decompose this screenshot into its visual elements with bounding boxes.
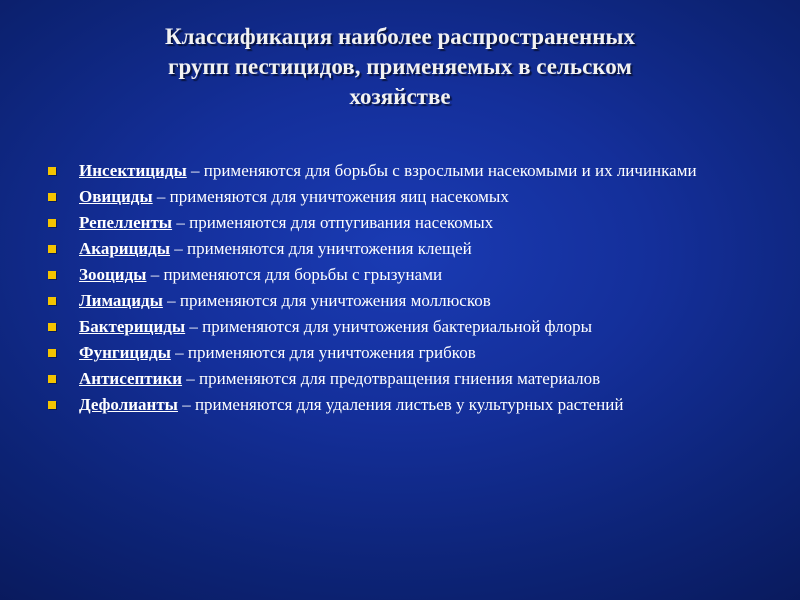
square-bullet-icon [48,349,56,357]
term-label: Дефолианты [79,395,178,414]
list-item [48,317,748,336]
term-description: – применяются для отпугивания насекомых [172,213,494,232]
slide-title [40,22,760,112]
pesticide-list [48,161,748,421]
term-description: – применяются для борьбы с грызунами [146,265,443,284]
square-bullet-icon [48,297,56,305]
list-item [48,343,748,362]
square-bullet-icon [48,245,56,253]
term-label: Лимациды [79,291,163,310]
list-item [48,265,748,284]
term-label: Бактерициды [79,317,186,336]
term-label: Овициды [79,187,153,206]
title-line: хозяйстве [349,84,451,109]
list-item [48,291,748,310]
square-bullet-icon [48,219,56,227]
term-description: – применяются для уничтожения яиц насекомых [152,187,509,206]
term-description: – применяются для предотвращения гниения материалов [182,369,601,388]
term-label: Акарициды [79,239,171,258]
square-bullet-icon [48,271,56,279]
square-bullet-icon [48,323,56,331]
title-line: групп пестицидов, применяемых в сельском [168,54,632,79]
square-bullet-icon [48,167,56,175]
list-item [48,239,748,258]
list-item [48,369,748,388]
term-label: Антисептики [79,369,183,388]
term-label: Инсектициды [79,161,187,180]
square-bullet-icon [48,193,56,201]
list-item [48,187,748,206]
title-line: Классификация наиболее распространенных [164,24,636,49]
term-description: – применяются для уничтожения клещей [170,239,472,258]
square-bullet-icon [48,375,56,383]
term-label: Фунгициды [79,343,171,362]
term-description: – применяются для уничтожения бактериальной флоры [185,317,593,336]
term-description: – применяются для удаления листьев у культурных растений [177,395,624,414]
list-item [48,161,748,180]
term-label: Репелленты [79,213,173,232]
term-description: – применяются для уничтожения грибков [170,343,476,362]
square-bullet-icon [48,401,56,409]
term-label: Зооциды [79,265,147,284]
list-item [48,395,748,414]
term-description: – применяются для борьбы с взрослыми насекомыми и их личинками [186,161,697,180]
term-description: – применяются для уничтожения моллюсков [162,291,491,310]
list-item [48,213,748,232]
